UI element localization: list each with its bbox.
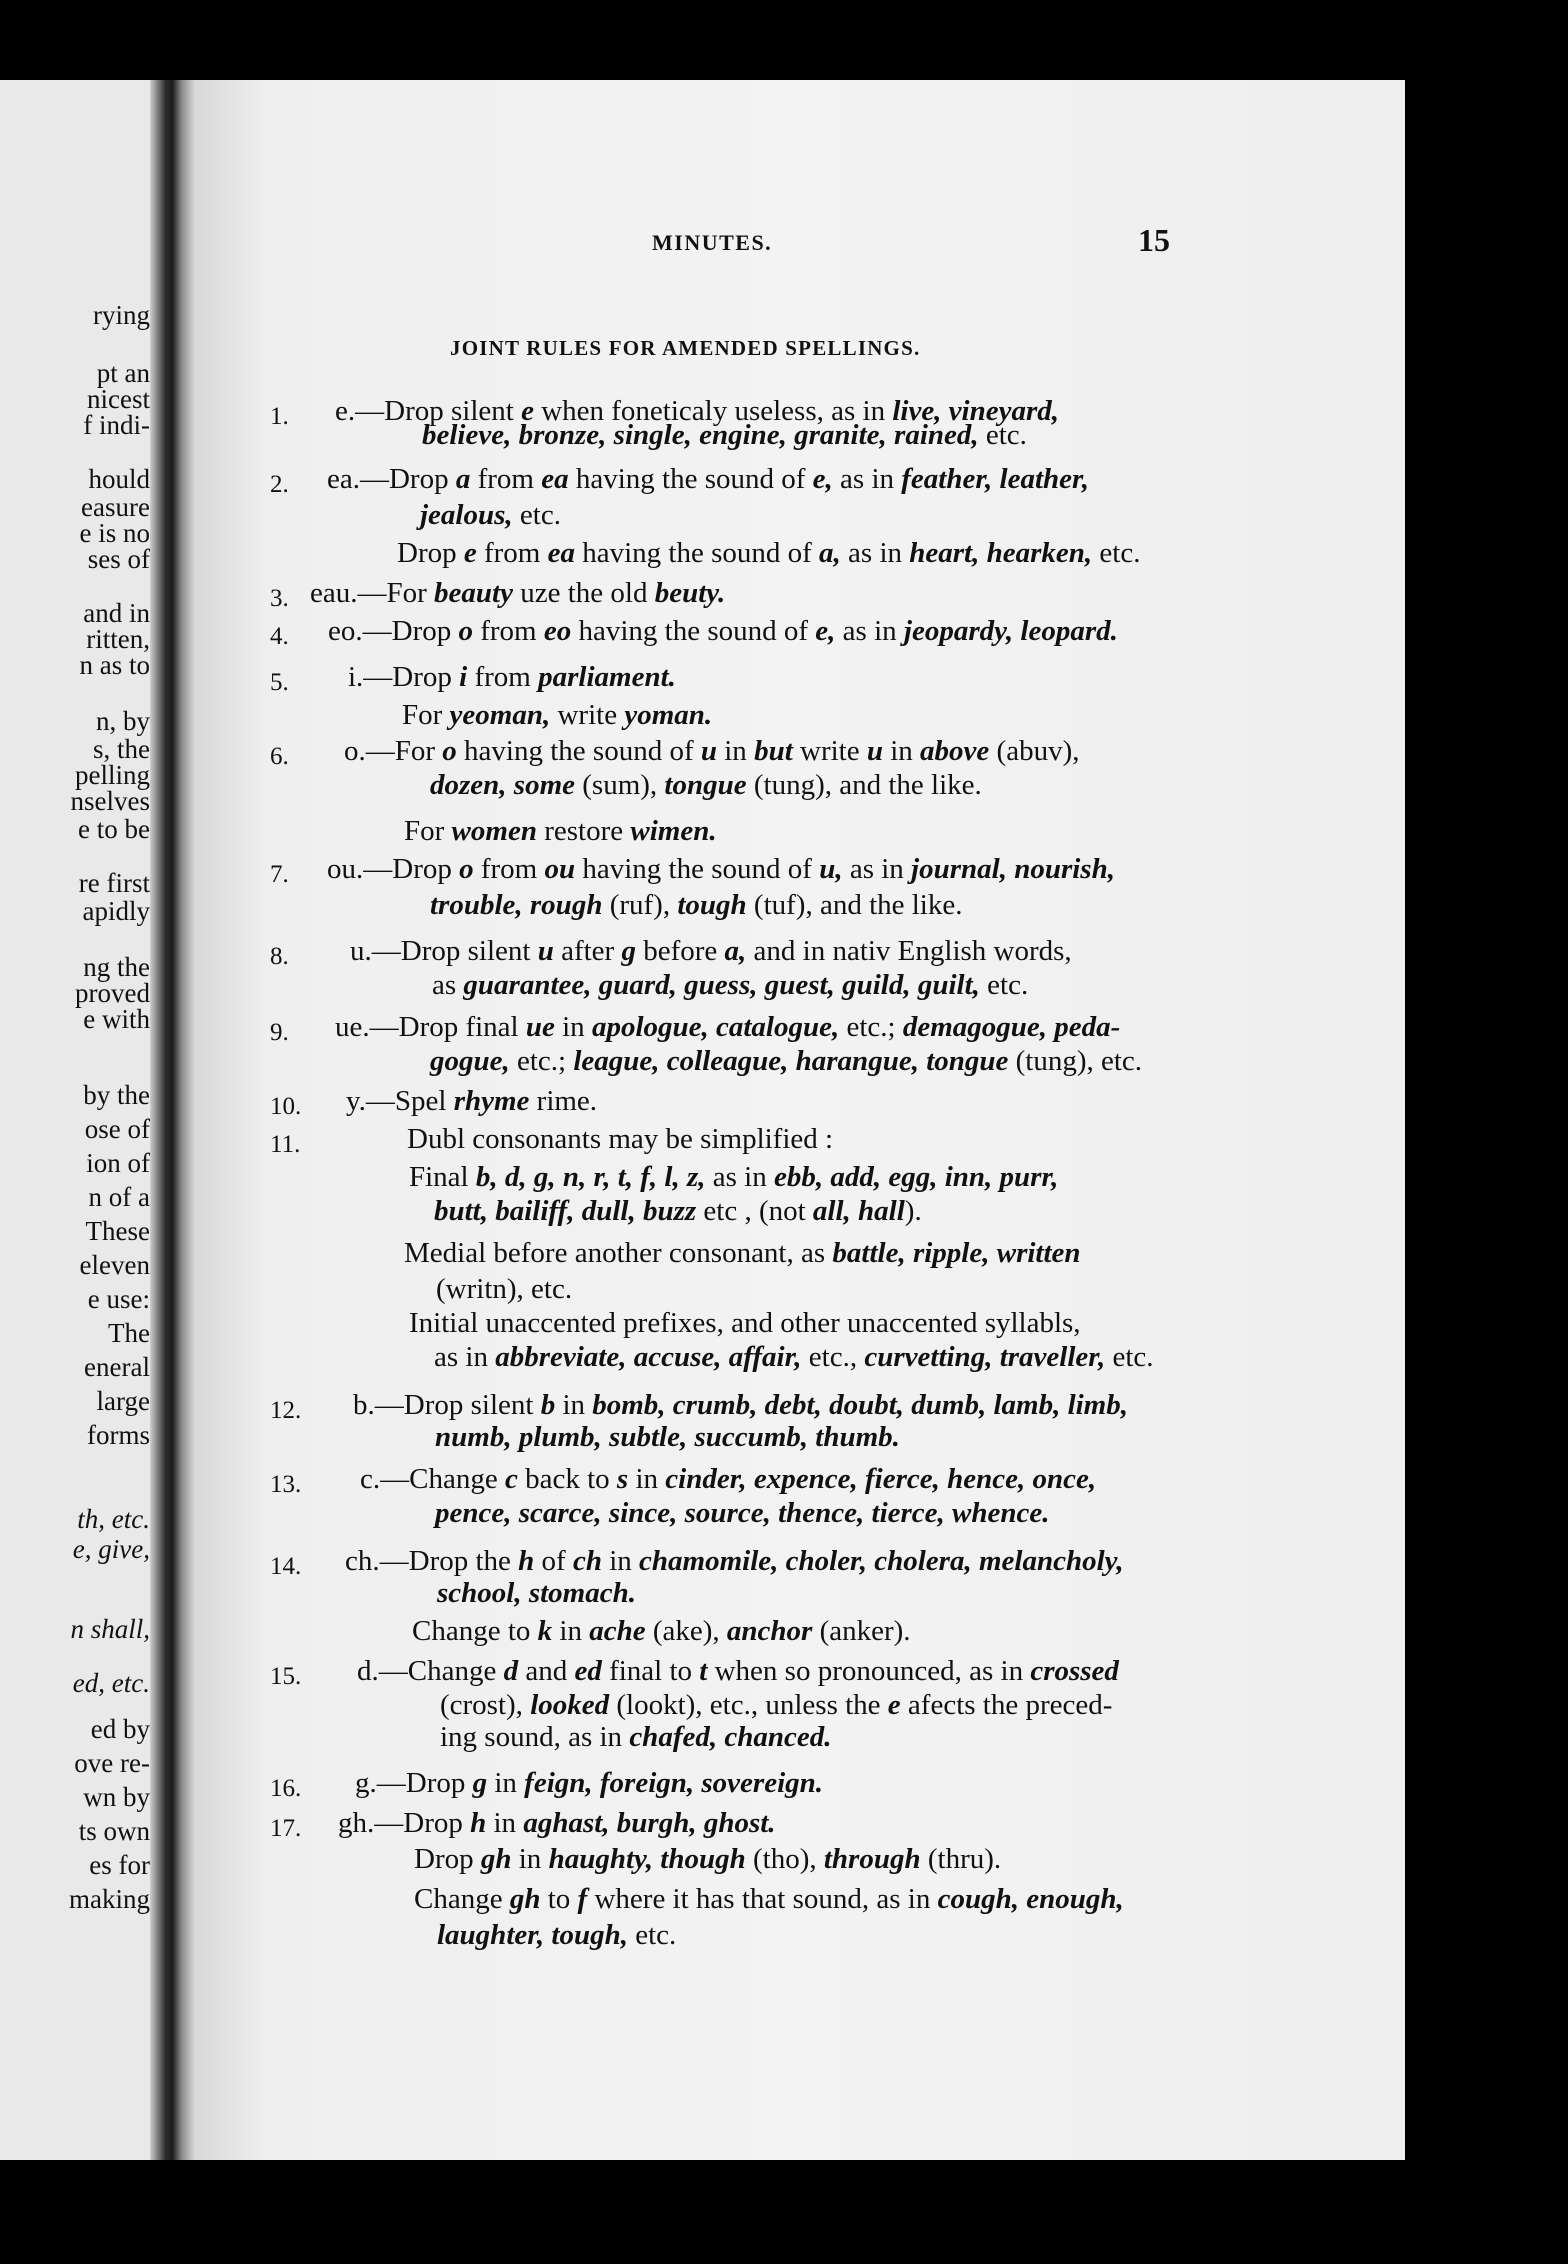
left-page-text-fragment: ove re-: [74, 1748, 150, 1778]
italic-example: ea: [547, 537, 575, 569]
italic-example: believe, bronze, single, engine, granite, rained,: [422, 419, 979, 451]
rule-text: as: [432, 969, 464, 1001]
rule-line: [422, 418, 1027, 452]
italic-example: g: [621, 935, 636, 967]
italic-example: pence, scarce, since, source, thence, tierce, whence.: [435, 1497, 1050, 1529]
italic-example: jealous,: [420, 499, 513, 531]
rule-line: [402, 698, 712, 732]
left-page-text-fragment: n, by: [96, 706, 150, 736]
rule-line: [414, 1882, 1124, 1916]
rule-number: 12.: [270, 1397, 302, 1424]
italic-example: h: [470, 1807, 487, 1839]
italic-example: u: [866, 735, 883, 767]
italic-example: bomb, crumb, debt, doubt, dumb, lamb, limb,: [592, 1389, 1128, 1421]
left-page-text-fragment: eleven: [79, 1250, 150, 1280]
rule-line: [437, 1576, 636, 1610]
rule-text: ing sound, as in: [440, 1721, 630, 1753]
rule-line: [430, 1044, 1142, 1078]
rule-text: afects the preced-: [900, 1689, 1113, 1721]
rule-text: as in: [842, 853, 912, 885]
left-page-text-fragment: ed by: [90, 1714, 150, 1744]
italic-example: k: [537, 1615, 553, 1647]
page-number: 15: [1138, 222, 1170, 258]
rule-text: etc.: [979, 969, 1029, 1001]
left-page-text-fragment: s, the: [93, 734, 150, 764]
rule-text: (tho),: [745, 1843, 824, 1875]
italic-example: gh: [509, 1883, 541, 1915]
rule-number: 7.: [270, 861, 289, 888]
italic-example: but: [754, 735, 793, 767]
left-page-text-fragment: The: [108, 1318, 150, 1348]
italic-example: e: [521, 395, 534, 427]
rule-line: [432, 968, 1028, 1002]
italic-example: parliament.: [538, 661, 676, 693]
rule-text: Dubl consonants may be simplified :: [407, 1123, 834, 1155]
rule-text: in: [601, 1545, 640, 1577]
rule-text: e.—Drop silent: [335, 395, 522, 427]
rule-text: as in: [835, 615, 904, 647]
italic-example: abbreviate, accuse, affair,: [495, 1341, 802, 1373]
rule-line: [328, 614, 1118, 648]
rule-line: [414, 1842, 1001, 1876]
rule-line: [327, 852, 1115, 886]
italic-example: guarantee, guard, guess, guest, guild, guilt,: [463, 969, 980, 1001]
rule-text: from: [476, 537, 548, 569]
rule-text: as in: [705, 1161, 774, 1193]
rule-text: Change: [414, 1883, 510, 1915]
rule-text: final to: [601, 1655, 700, 1687]
rule-line: [436, 1272, 572, 1306]
left-page-text-fragment: ts own: [78, 1816, 150, 1846]
rule-number: 8.: [270, 943, 289, 970]
rule-text: in: [486, 1807, 524, 1839]
italic-example: tongue: [664, 769, 747, 801]
italic-example: o: [458, 615, 473, 647]
rule-text: in: [554, 1011, 592, 1043]
italic-example: ache: [589, 1615, 646, 1647]
left-page-text-fragment: ion of: [86, 1148, 150, 1178]
italic-example: cinder, expence, fierce, hence, once,: [665, 1463, 1097, 1495]
italic-example: numb, plumb, subtle, succumb, thumb.: [435, 1421, 900, 1453]
rule-text: where it has that sound, as in: [587, 1883, 938, 1915]
italic-example: butt, bailiff, dull, buzz: [434, 1195, 697, 1227]
left-page-text-fragment: ses of: [87, 544, 150, 574]
rule-text: before: [635, 935, 725, 967]
left-page-text-fragment: e with: [83, 1004, 150, 1034]
italic-example: ou: [544, 853, 576, 885]
rule-text: in: [628, 1463, 666, 1495]
rule-text: having the sound of: [456, 735, 701, 767]
rule-text: etc.;: [509, 1045, 574, 1077]
italic-example: rhyme: [453, 1085, 530, 1117]
rule-text: write: [550, 699, 625, 731]
rule-number: 1.: [270, 403, 289, 430]
italic-example: chamomile, choler, cholera, melancholy,: [639, 1545, 1124, 1577]
italic-example: cough, enough,: [937, 1883, 1124, 1915]
rule-text: write: [792, 735, 867, 767]
left-page-text-fragment: proved: [75, 978, 150, 1008]
rule-text: to: [540, 1883, 578, 1915]
italic-example: jeopardy, leopard.: [903, 615, 1118, 647]
rule-text: in: [487, 1767, 525, 1799]
rule-text: ue.—Drop final: [335, 1011, 526, 1043]
left-page-text-fragment: n of a: [88, 1182, 150, 1212]
rule-line: [348, 660, 676, 694]
italic-example: a,: [819, 537, 841, 569]
italic-example: aghast, burgh, ghost.: [523, 1807, 776, 1839]
left-page-text-fragment: wn by: [83, 1782, 150, 1812]
left-page-text-fragment: nselves: [70, 786, 150, 816]
rule-number: 14.: [270, 1553, 302, 1580]
left-page-text-fragment: ritten,: [86, 624, 150, 654]
rule-text: g.—Drop: [355, 1767, 473, 1799]
italic-example: crossed: [1030, 1655, 1119, 1687]
rule-text: after: [553, 935, 622, 967]
rule-text: uze the old: [512, 577, 655, 609]
rule-text: c.—Change: [360, 1463, 505, 1495]
rule-text: (sum),: [575, 769, 665, 801]
italic-example: dozen, some: [430, 769, 575, 801]
italic-example: ch: [572, 1545, 602, 1577]
italic-example: tough: [677, 889, 747, 921]
italic-example: wimen.: [630, 815, 717, 847]
rule-line: [355, 1766, 823, 1800]
italic-example: e: [463, 537, 477, 569]
left-page-text-fragment: rying: [93, 300, 150, 330]
rule-line: [434, 1194, 922, 1228]
italic-example: feather, leather,: [901, 463, 1089, 495]
rule-text: i.—Drop: [348, 661, 460, 693]
rule-text: having the sound of: [574, 537, 820, 569]
rule-line: [435, 1420, 900, 1454]
rule-text: For: [404, 815, 452, 847]
rule-line: [420, 498, 561, 532]
rule-line: [344, 734, 1079, 768]
left-page-text-fragment: forms: [87, 1420, 150, 1450]
rule-text: ou.—Drop: [327, 853, 460, 885]
italic-example: haughty, though: [548, 1843, 746, 1875]
left-page-text-fragment: f indi-: [83, 410, 150, 440]
rule-text: (lookt), etc., unless the: [609, 1689, 888, 1721]
rule-number: 9.: [270, 1019, 289, 1046]
left-page-fragment: [0, 80, 150, 2160]
rule-text: having the sound of: [571, 615, 816, 647]
left-page-text-fragment: apidly: [82, 896, 150, 926]
italic-example: c: [504, 1463, 518, 1495]
rule-text: in: [882, 735, 921, 767]
rule-number: 17.: [270, 1815, 302, 1842]
rule-text: ch.—Drop the: [345, 1545, 519, 1577]
italic-example: trouble, rough: [430, 889, 603, 921]
rule-text: (abuv),: [989, 735, 1080, 767]
italic-example: b, d, g, n, r, t, f, l, z,: [475, 1161, 706, 1193]
rule-text: (writn), etc.: [436, 1273, 573, 1305]
left-page-text-fragment: es for: [89, 1850, 150, 1880]
rule-text: ).: [904, 1195, 922, 1227]
rule-line: [357, 1654, 1119, 1688]
rule-number: 4.: [270, 623, 289, 650]
rule-line: [409, 1160, 1058, 1194]
rule-text: Change to: [412, 1615, 538, 1647]
rule-line: [412, 1614, 911, 1648]
left-page-text-fragment: These: [85, 1216, 150, 1246]
italic-example: league, colleague, harangue, tongue: [573, 1045, 1009, 1077]
rule-text: gh.—Drop: [338, 1807, 471, 1839]
italic-example: above: [920, 735, 990, 767]
rule-number: 10.: [270, 1093, 302, 1120]
rule-text: rime.: [529, 1085, 598, 1117]
italic-example: battle, ripple, written: [832, 1237, 1081, 1269]
left-page-text-fragment: ed, etc.: [72, 1668, 150, 1698]
rule-text: as in: [434, 1341, 496, 1373]
italic-example: curvetting, traveller,: [864, 1341, 1106, 1373]
italic-example: ea: [541, 463, 569, 495]
rule-text: u.—Drop silent: [350, 935, 538, 967]
italic-example: all, hall: [812, 1195, 905, 1227]
rule-line: [360, 1462, 1096, 1496]
rule-number: 5.: [270, 669, 289, 696]
italic-example: chafed, chanced.: [629, 1721, 832, 1753]
rule-text: (ake),: [645, 1615, 727, 1647]
rule-text: in: [552, 1615, 590, 1647]
rule-text: eau.—For: [310, 577, 435, 609]
italic-example: looked: [530, 1689, 610, 1721]
rule-text: b.—Drop silent: [353, 1389, 541, 1421]
rule-text: Medial before another consonant, as: [404, 1237, 833, 1269]
rule-text: eo.—Drop: [328, 615, 459, 647]
italic-example: a: [455, 463, 471, 495]
rule-line: [409, 1306, 1081, 1340]
rule-line: [434, 1340, 1154, 1374]
rule-text: from: [472, 615, 544, 647]
rule-text: Drop: [414, 1843, 481, 1875]
rule-text: in: [555, 1389, 593, 1421]
italic-example: gh: [480, 1843, 512, 1875]
rule-line: [430, 768, 982, 802]
book-gutter: [150, 80, 195, 2160]
rule-line: [335, 1010, 1120, 1044]
italic-example: e: [887, 1689, 901, 1721]
left-page-text-fragment: ng the: [83, 952, 150, 982]
left-page-text-fragment: ose of: [84, 1114, 150, 1144]
italic-example: ebb, add, egg, inn, purr,: [773, 1161, 1059, 1193]
rule-line: [407, 1122, 833, 1156]
italic-example: ed: [574, 1655, 602, 1687]
rule-line: [353, 1388, 1128, 1422]
left-page-text-fragment: hould: [88, 464, 150, 494]
rule-line: [440, 1720, 831, 1754]
rule-text: and in nativ English words,: [746, 935, 1072, 967]
rule-number: 11.: [270, 1131, 301, 1158]
rule-text: etc.;: [839, 1011, 903, 1043]
left-page-text-fragment: pt an: [96, 358, 150, 388]
rule-text: (crost),: [440, 1689, 531, 1721]
rule-line: [404, 1236, 1081, 1270]
rule-text: in: [717, 735, 755, 767]
italic-example: u: [537, 935, 554, 967]
italic-example: e,: [815, 615, 836, 647]
rule-number: 2.: [270, 471, 289, 498]
rule-text: from: [467, 661, 539, 693]
italic-example: beuty.: [654, 577, 726, 609]
italic-example: feign, foreign, sovereign.: [524, 1767, 824, 1799]
rule-text: y.—Spel: [346, 1085, 454, 1117]
rule-line: [345, 1544, 1124, 1578]
italic-example: i: [459, 661, 468, 693]
rule-number: 3.: [270, 585, 289, 612]
rule-text: back to: [517, 1463, 617, 1495]
italic-example: e,: [812, 463, 833, 495]
left-page-text-fragment: nicest: [87, 384, 150, 414]
rule-text: (tung), and the like.: [746, 769, 982, 801]
rule-line: [397, 536, 1140, 570]
rule-text: as in: [832, 463, 902, 495]
rule-line: [346, 1084, 597, 1118]
italic-example: women: [451, 815, 537, 847]
rule-text: (ruf),: [602, 889, 678, 921]
italic-example: through: [823, 1843, 921, 1875]
italic-example: apologue, catalogue,: [591, 1011, 840, 1043]
italic-example: t: [699, 1655, 708, 1687]
rule-text: Initial unaccented prefixes, and other unaccented syllabls,: [409, 1307, 1081, 1339]
italic-example: f: [577, 1883, 588, 1915]
italic-example: o: [459, 853, 474, 885]
italic-example: h: [518, 1545, 535, 1577]
italic-example: d: [503, 1655, 519, 1687]
rule-text: For: [402, 699, 450, 731]
rule-number: 13.: [270, 1471, 302, 1498]
italic-example: heart, hearken,: [909, 537, 1093, 569]
rule-text: having the sound of: [568, 463, 813, 495]
rule-line: [435, 1496, 1050, 1530]
italic-example: laughter, tough,: [437, 1919, 628, 1951]
rule-number: 16.: [270, 1775, 302, 1802]
rule-text: Final: [409, 1161, 476, 1193]
rule-text: etc.,: [801, 1341, 865, 1373]
left-page-text-fragment: e is no: [79, 518, 150, 548]
rule-text: (tung), etc.: [1008, 1045, 1143, 1077]
rule-text: (anker).: [812, 1615, 911, 1647]
rule-line: [440, 1688, 1112, 1722]
running-head: MINUTES.: [652, 230, 773, 255]
rule-text: etc , (not: [696, 1195, 813, 1227]
rule-text: when so pronounced, as in: [707, 1655, 1031, 1687]
rule-text: etc.: [1092, 537, 1141, 569]
left-page-text-fragment: making: [69, 1884, 150, 1914]
rule-text: from: [470, 463, 542, 495]
rule-text: etc.: [1105, 1341, 1154, 1373]
rule-text: (thru).: [920, 1843, 1002, 1875]
left-page-text-fragment: re first: [78, 868, 150, 898]
left-page-text-fragment: large: [96, 1386, 150, 1416]
rule-line: [437, 1918, 676, 1952]
italic-example: eo: [543, 615, 572, 647]
italic-example: a,: [724, 935, 747, 967]
left-page-text-fragment: eneral: [84, 1352, 150, 1382]
left-page-text-fragment: by the: [83, 1080, 150, 1110]
italic-example: b: [540, 1389, 556, 1421]
rule-text: having the sound of: [575, 853, 820, 885]
rule-text: when foneticaly useless, as in: [533, 395, 893, 427]
left-page-text-fragment: n as to: [79, 650, 150, 680]
rule-line: [327, 462, 1089, 496]
italic-example: journal, nourish,: [911, 853, 1115, 885]
left-page-text-fragment: e to be: [78, 814, 150, 844]
left-page-text-fragment: and in: [83, 598, 150, 628]
rule-text: etc.: [978, 419, 1027, 451]
rule-text: etc.: [512, 499, 561, 531]
italic-example: school, stomach.: [437, 1577, 636, 1609]
rule-line: [310, 576, 725, 610]
left-page-text-fragment: n shall,: [70, 1614, 150, 1644]
rule-text: etc.: [628, 1919, 677, 1951]
rule-text: from: [473, 853, 545, 885]
italic-example: g: [472, 1767, 488, 1799]
left-page-text-fragment: pelling: [75, 760, 150, 790]
italic-example: s: [616, 1463, 629, 1495]
rule-text: restore: [536, 815, 631, 847]
rule-line: [430, 888, 963, 922]
rule-number: 6.: [270, 743, 289, 770]
rule-text: as in: [840, 537, 910, 569]
italic-example: yeoman,: [449, 699, 551, 731]
rule-text: Drop: [397, 537, 464, 569]
rule-text: and: [518, 1655, 575, 1687]
left-page-text-fragment: easure: [81, 492, 150, 522]
rule-text: of: [534, 1545, 573, 1577]
italic-example: ue: [525, 1011, 555, 1043]
section-title: JOINT RULES FOR AMENDED SPELLINGS.: [450, 336, 921, 360]
rule-text: in: [511, 1843, 549, 1875]
rule-text: o.—For: [344, 735, 443, 767]
left-page-text-fragment: e use:: [87, 1284, 150, 1314]
italic-example: yoman.: [624, 699, 713, 731]
italic-example: live, vineyard,: [892, 395, 1060, 427]
italic-example: gogue,: [430, 1045, 510, 1077]
italic-example: u,: [819, 853, 843, 885]
rule-line: [404, 814, 717, 848]
rule-number: 15.: [270, 1663, 302, 1690]
rule-text: (tuf), and the like.: [746, 889, 963, 921]
italic-example: anchor: [726, 1615, 813, 1647]
left-page-text-fragment: e, give,: [72, 1534, 150, 1564]
rule-text: d.—Change: [357, 1655, 504, 1687]
left-page-text-fragment: th, etc.: [77, 1504, 150, 1534]
italic-example: beauty: [434, 577, 513, 609]
italic-example: u: [700, 735, 717, 767]
rule-line: [350, 934, 1072, 968]
italic-example: o: [442, 735, 457, 767]
rule-line: [338, 1806, 776, 1840]
italic-example: demagogue, peda-: [902, 1011, 1121, 1043]
rule-text: ea.—Drop: [327, 463, 456, 495]
